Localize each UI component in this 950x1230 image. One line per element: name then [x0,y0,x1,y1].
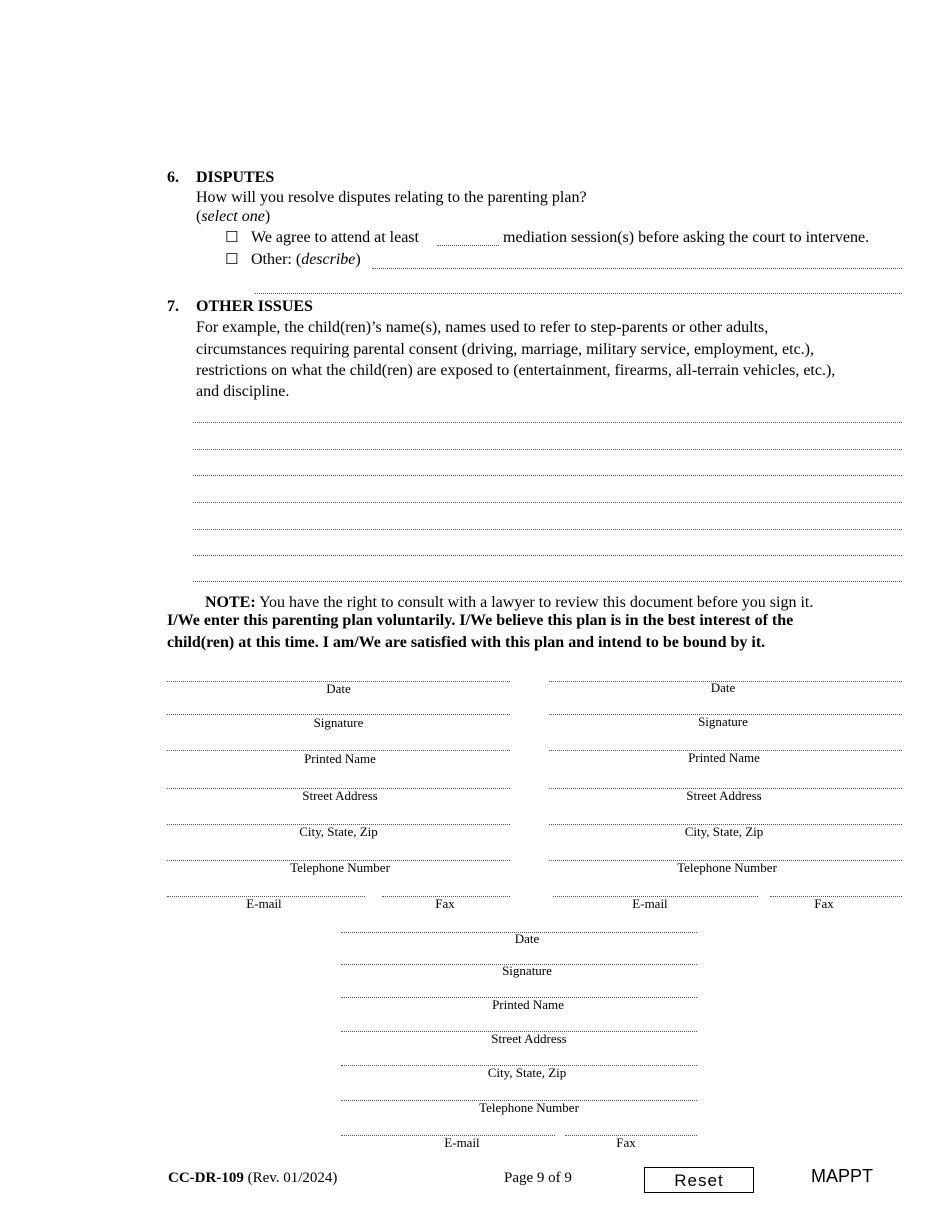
voluntary-statement-line: I/We enter this parenting plan voluntarily. I/We believe this plan is in the best interest of the [167,612,794,629]
disputes-question: How will you resolve disputes relating to the parenting plan? [196,189,587,206]
right-date-label: Date [710,680,736,695]
center-printed-name-label: Printed Name [492,997,564,1012]
left-street-address-label: Street Address [302,788,378,803]
center-street-address-label: Street Address [491,1031,567,1046]
mediation-sessions-count-field[interactable] [437,245,499,246]
lawyer-note: NOTE: You have the right to consult with a lawyer to review this document before you sign it. [205,594,814,611]
left-city-state-zip-label: City, State, Zip [299,824,378,839]
right-printed-name-label: Printed Name [688,750,760,765]
left-signature-label: Signature [313,715,364,730]
mediation-checkbox[interactable]: ☐ [225,228,239,246]
select-one-instruction: (select one) [196,208,271,225]
left-telephone-label: Telephone Number [290,860,390,875]
other-describe-field-line-1[interactable] [372,268,902,269]
right-telephone-label: Telephone Number [677,860,777,875]
left-printed-name-label: Printed Name [304,751,376,766]
other-issues-description-line: and discipline. [196,383,290,400]
center-date-label: Date [514,931,540,946]
center-fax-label: Fax [616,1135,636,1150]
other-issues-field-line[interactable] [193,555,902,556]
other-issues-description-line: For example, the child(ren)’s name(s), names used to refer to step-parents or other adults, [196,319,769,336]
section-7-number: 7. [167,298,179,315]
other-issues-field-line[interactable] [193,422,902,423]
left-fax-label: Fax [435,896,455,911]
left-date-label: Date [326,681,351,696]
center-telephone-label: Telephone Number [479,1100,579,1115]
right-email-label: E-mail [632,896,668,911]
right-street-address-label: Street Address [686,788,762,803]
mediation-option-text-end: mediation session(s) before asking the court to intervene. [503,229,870,246]
other-issues-description-line: circumstances requiring parental consent (driving, marriage, military service, employment, etc.), [196,341,814,358]
other-issues-description-line: restrictions on what the child(ren) are exposed to (entertainment, firearms, all-terrain vehicles, etc.), [196,362,836,379]
right-signature-label: Signature [698,714,748,729]
other-issues-field-line[interactable] [193,449,902,450]
voluntary-statement-line: child(ren) at this time. I am/We are satisfied with this plan and intend to be bound by it. [167,634,766,651]
other-issues-field-line[interactable] [193,502,902,503]
other-checkbox[interactable]: ☐ [225,250,239,268]
section-6-heading: DISPUTES [196,169,275,186]
other-issues-field-line[interactable] [193,529,902,530]
section-6-number: 6. [167,169,179,186]
right-city-state-zip-label: City, State, Zip [684,824,764,839]
other-describe-field-line-2[interactable] [255,293,902,294]
form-id: CC-DR-109 (Rev. 01/2024) [168,1170,338,1186]
center-signature-label: Signature [502,963,552,978]
mediation-option-text-start: We agree to attend at least [251,229,419,246]
other-option-label: Other: (describe) [251,251,361,268]
page-number: Page 9 of 9 [504,1170,572,1186]
section-7-heading: OTHER ISSUES [196,298,313,315]
center-city-state-zip-label: City, State, Zip [487,1065,567,1080]
right-fax-label: Fax [814,896,834,911]
left-email-label: E-mail [246,896,282,911]
other-issues-field-line[interactable] [193,581,902,582]
other-issues-field-line[interactable] [193,475,902,476]
center-email-label: E-mail [444,1135,480,1150]
reset-button[interactable]: Reset [644,1167,754,1193]
mappt-label: MAPPT [811,1166,874,1186]
